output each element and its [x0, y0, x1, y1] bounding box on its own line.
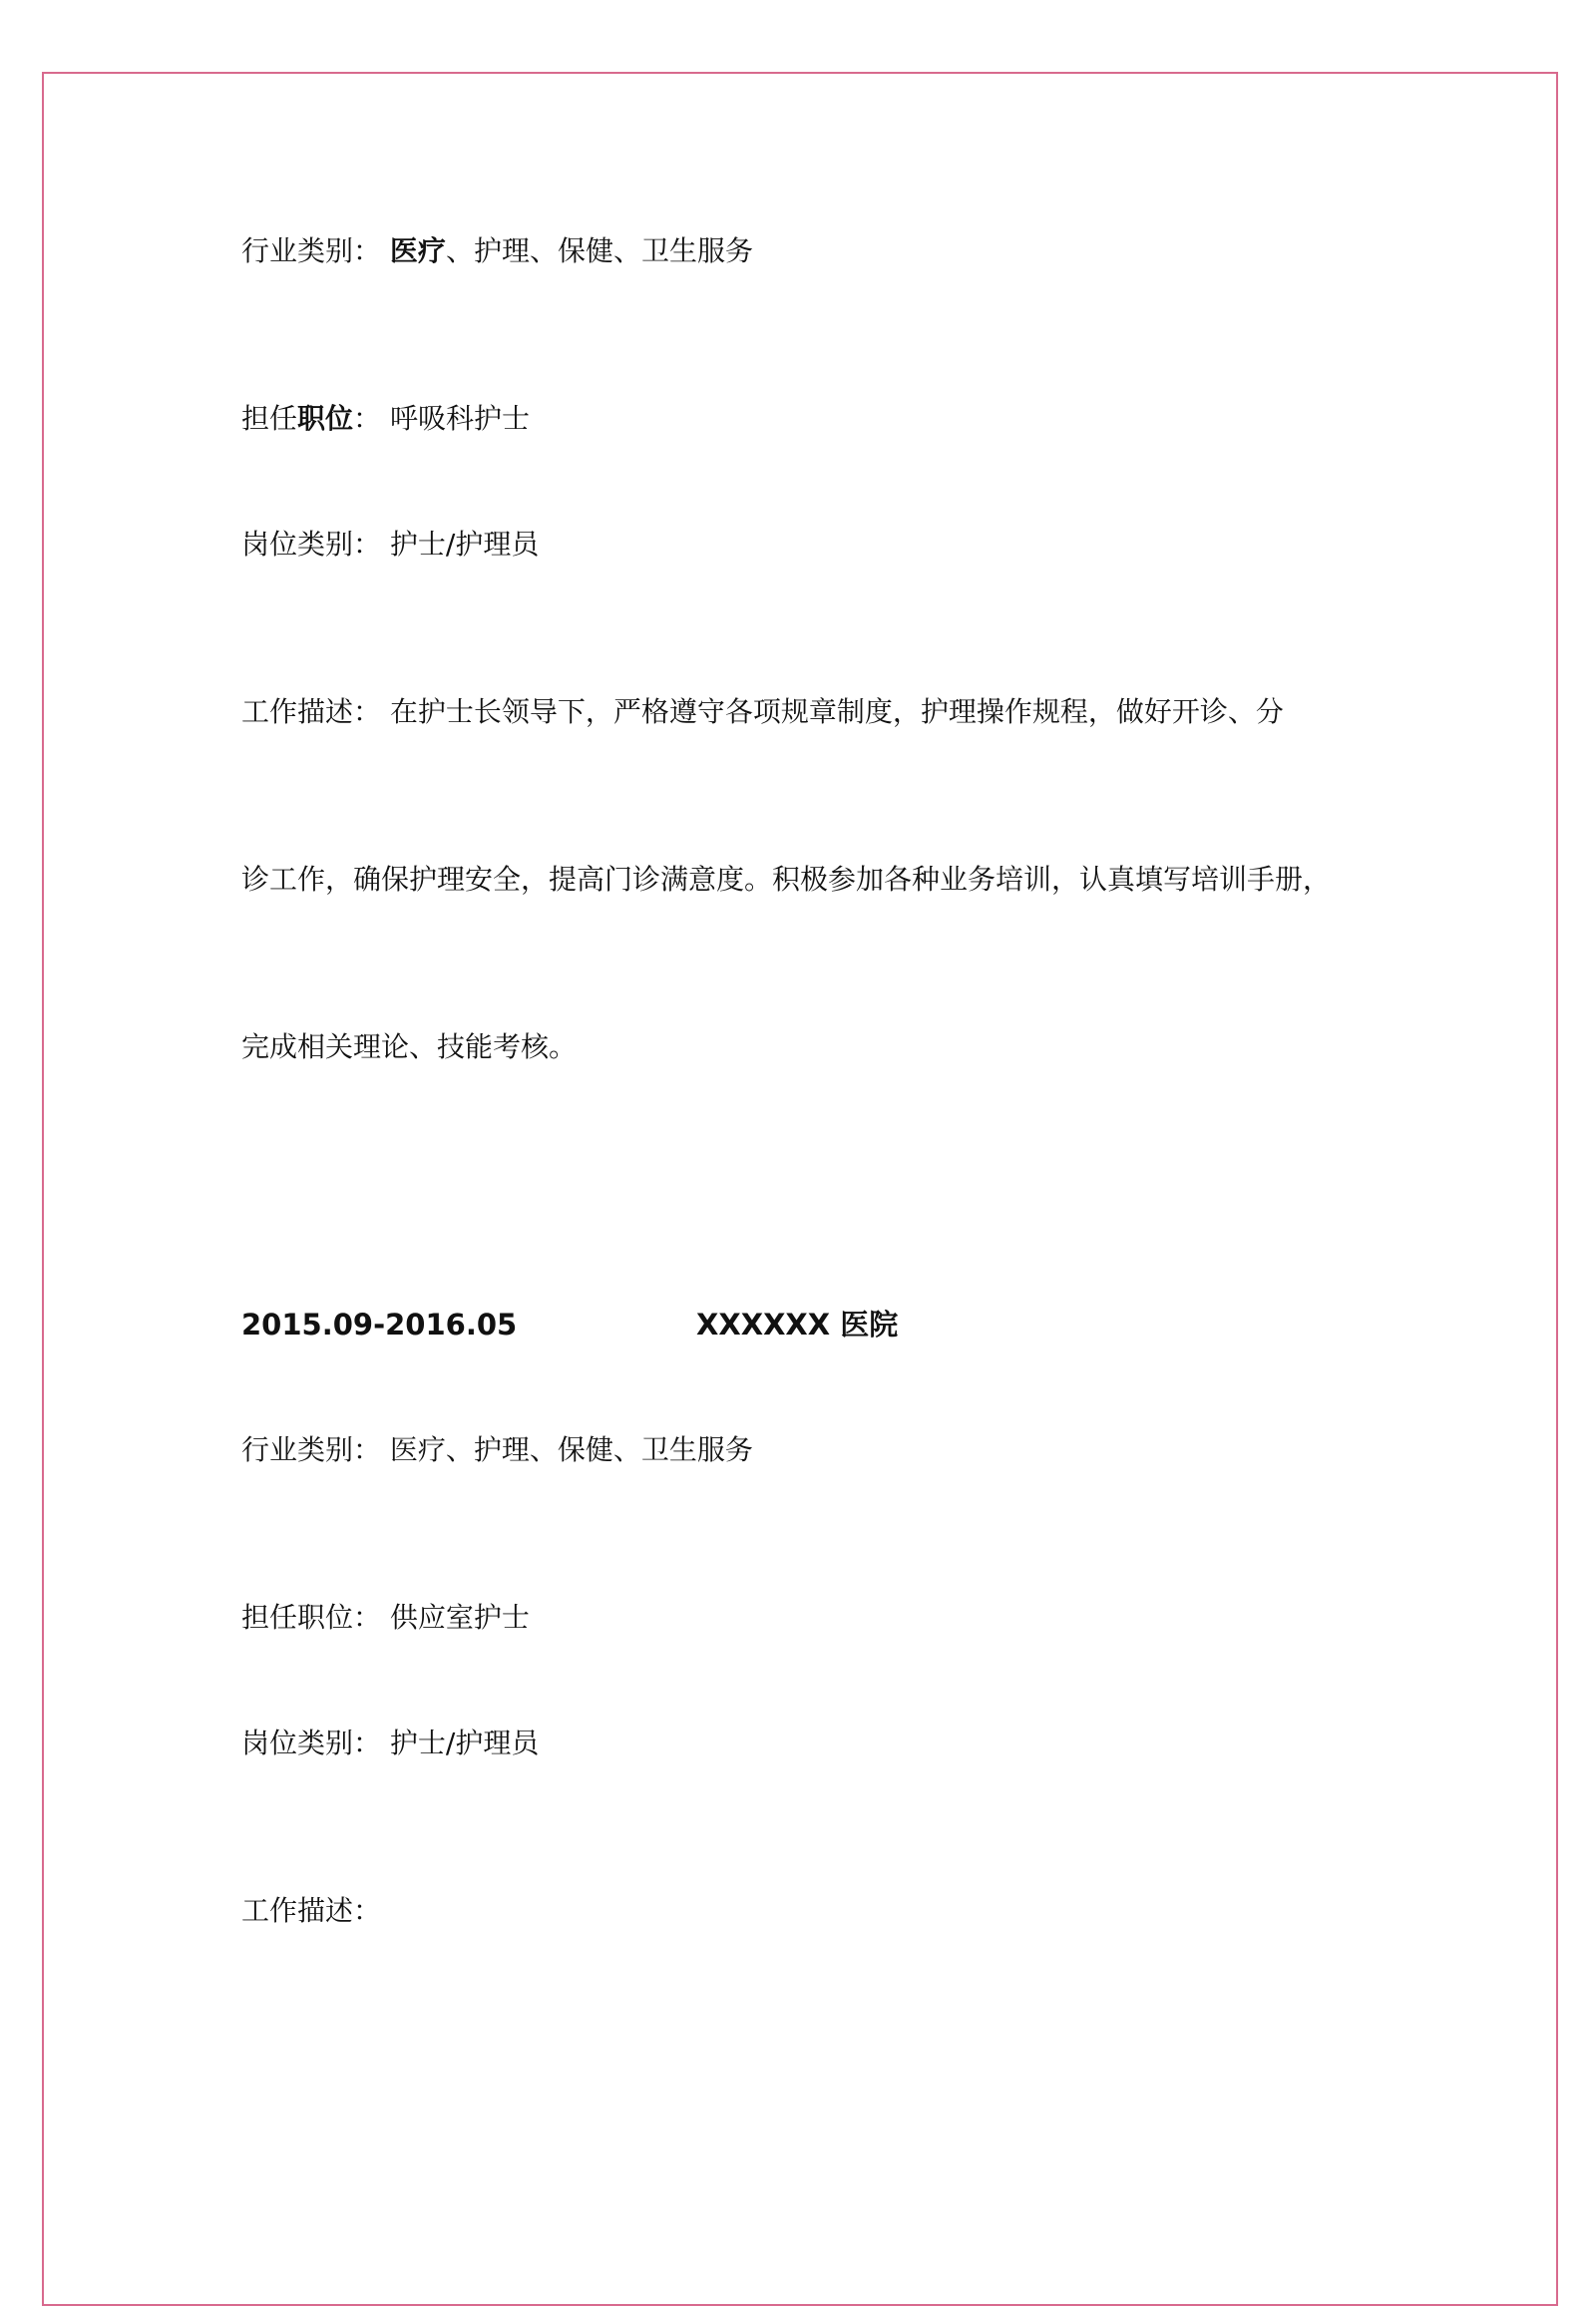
- job1-position-label-prefix: 担任: [241, 402, 298, 435]
- job2-position-value: 供应室护士: [389, 1601, 530, 1634]
- job2-category-label: 岗位类别：: [241, 1727, 382, 1759]
- job1-desc-line3: 完成相关理论、技能考核。: [241, 1030, 578, 1063]
- job1-desc-line1: 在护士长领导下，严格遵守各项规章制度，护理操作规程，做好开诊、分: [389, 695, 1284, 728]
- job1-desc-row: [241, 695, 1284, 728]
- job1-desc-line2: 诊工作，确保护理安全，提高门诊满意度。积极参加各种业务培训，认真填写培训手册，: [241, 863, 1332, 896]
- job2-category-row: [241, 1727, 540, 1759]
- job2-industry-row: [241, 1433, 753, 1466]
- job2-position-row: [241, 1601, 530, 1634]
- job2-category-value: 护士/护理员: [389, 1727, 540, 1759]
- job1-desc-label: 工作描述：: [241, 695, 382, 728]
- job1-position-label-suffix: ：: [353, 402, 382, 435]
- job2-employer: XXXXXX 医院: [696, 1308, 899, 1342]
- job1-category-row: [241, 528, 540, 561]
- job1-industry-label: 行业类别：: [241, 234, 382, 267]
- job1-industry-value-rest: 、护理、保健、卫生服务: [445, 234, 753, 267]
- job2-industry-label: 行业类别：: [241, 1433, 382, 1466]
- job1-industry-row: [241, 234, 753, 267]
- job2-desc-label: 工作描述：: [241, 1894, 382, 1927]
- job1-category-label: 岗位类别：: [241, 528, 382, 561]
- job2-industry-value: 医疗、护理、保健、卫生服务: [389, 1433, 753, 1466]
- job1-position-row: [241, 402, 530, 435]
- job2-position-label: 担任职位：: [241, 1601, 382, 1634]
- job1-industry-value-bold: 医疗: [389, 234, 446, 267]
- job1-position-value: 呼吸科护士: [389, 402, 530, 435]
- job1-category-value: 护士/护理员: [389, 528, 540, 561]
- job2-period: 2015.09-2016.05: [241, 1308, 518, 1342]
- job1-position-label-bold: 职位: [297, 402, 354, 435]
